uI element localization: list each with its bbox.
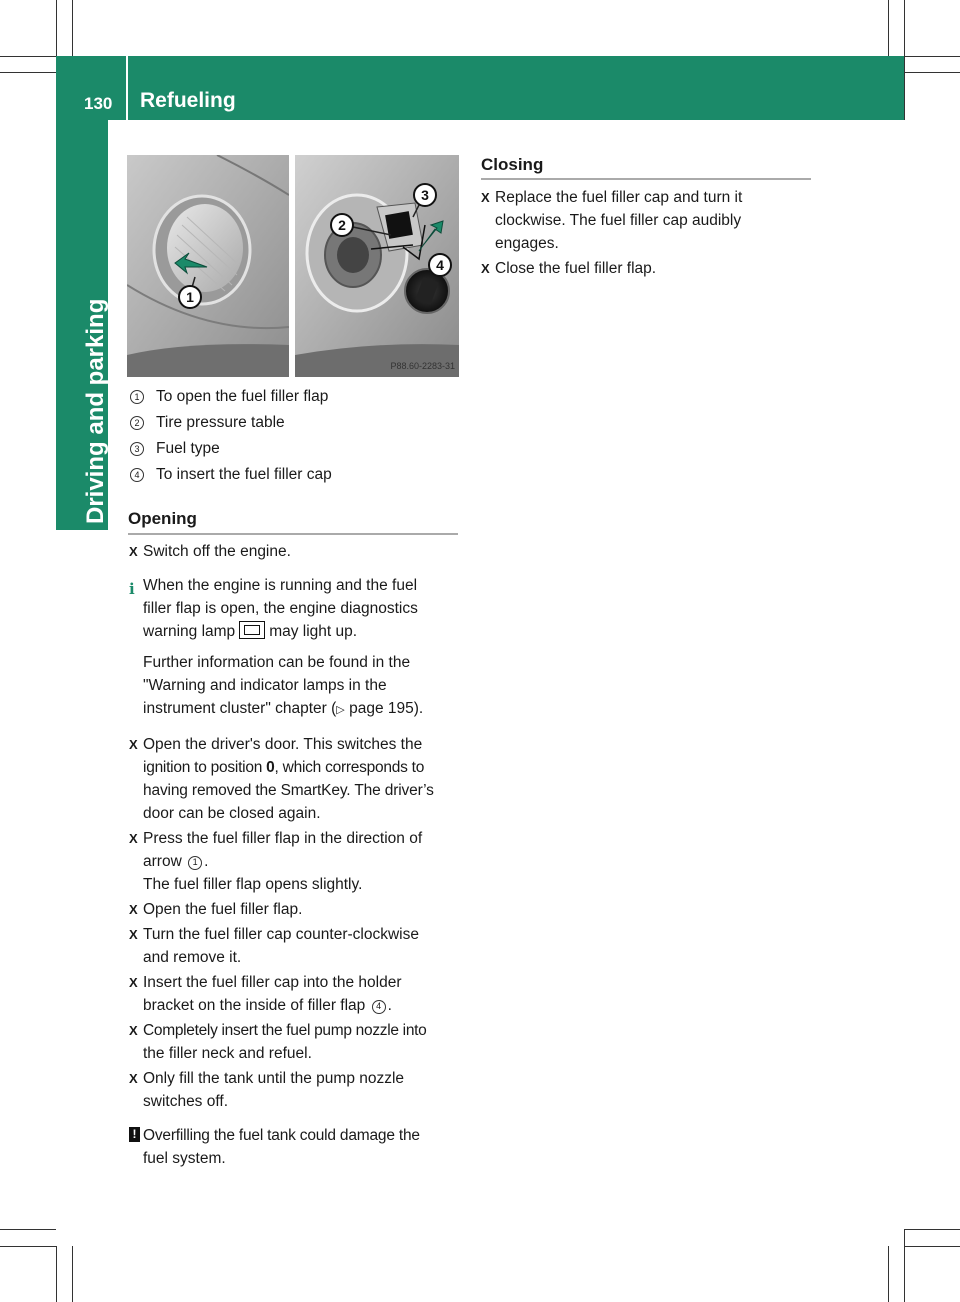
page-title: Refueling [140, 89, 236, 112]
warning-note [129, 1124, 461, 1170]
header-divider [126, 56, 128, 120]
info-icon: i [129, 580, 135, 598]
step-line: Turn the fuel filler cap counter-clockwise [143, 926, 419, 943]
figure-legend [130, 384, 460, 488]
callout-3: 3 [421, 187, 429, 203]
crop-mark [904, 1246, 960, 1247]
crop-mark [904, 1229, 960, 1230]
crop-mark [0, 1246, 56, 1247]
step-text: . [387, 997, 392, 1014]
legend-text: Fuel type [156, 440, 220, 457]
engine-warning-lamp-icon [239, 621, 265, 639]
crop-mark [0, 56, 56, 57]
crop-mark [0, 72, 56, 73]
callout-number: 4 [130, 468, 144, 482]
arrow-bullet-icon: X [129, 975, 138, 990]
step-text: arrow [143, 853, 182, 870]
step-line: Press the fuel filler flap in the direction of [143, 830, 423, 847]
step [129, 1019, 461, 1065]
page-ref-triangle-icon: ▷ [336, 704, 345, 716]
step-text: Switch off the engine. [143, 543, 291, 560]
fuel-flap-open-photo [295, 155, 459, 377]
position-value: 0 [266, 759, 275, 776]
callout-number: 1 [188, 856, 202, 870]
info-note [129, 574, 461, 722]
photo-code: P88.60-2283-31 [390, 361, 455, 371]
arrow-bullet-icon: X [129, 544, 138, 559]
page-number: 130 [84, 94, 113, 113]
step [129, 971, 461, 1017]
crop-mark [904, 72, 960, 73]
arrow-bullet-icon: X [129, 831, 138, 846]
legend-text: Tire pressure table [156, 414, 285, 431]
side-tab-label: Driving and parking [82, 298, 109, 524]
step [129, 898, 461, 921]
step [481, 257, 813, 280]
page-reference-link[interactable]: page 195). [349, 700, 424, 717]
crop-mark [888, 1246, 889, 1302]
arrow-bullet-icon: X [129, 1023, 138, 1038]
crop-mark [888, 0, 889, 56]
arrow-bullet-icon: X [481, 190, 490, 205]
step-line: Only fill the tank until the pump nozzle [143, 1070, 405, 1087]
note-line: filler flap is open, the engine diagnostics [143, 600, 418, 617]
step [129, 827, 461, 896]
step-line: clockwise. The fuel filler cap audibly [495, 212, 742, 229]
crop-mark [56, 1246, 57, 1302]
step-text: Open the fuel filler flap. [143, 901, 303, 918]
legend-text: To open the fuel filler flap [156, 388, 329, 405]
note-line: Overfilling the fuel tank could damage the [143, 1127, 420, 1144]
note-line [143, 620, 461, 643]
step [129, 923, 461, 969]
callout-number: 1 [130, 390, 144, 404]
legend-item [130, 410, 460, 436]
callout-number: 2 [130, 416, 144, 430]
step-line [143, 850, 461, 873]
step-line: The fuel filler flap opens slightly. [143, 876, 363, 893]
step-line: Completely insert the fuel pump nozzle into [143, 1022, 427, 1039]
closing-steps [481, 186, 813, 282]
section-rule [128, 533, 458, 535]
callout-2: 2 [338, 217, 346, 233]
callout-number: 4 [372, 1000, 386, 1014]
step [129, 1067, 461, 1113]
arrow-bullet-icon: X [129, 1071, 138, 1086]
callout-4: 4 [436, 257, 444, 273]
step-line: Replace the fuel filler cap and turn it [495, 189, 743, 206]
legend-text: To insert the fuel filler cap [156, 466, 332, 483]
legend-item [130, 436, 460, 462]
legend-item [130, 462, 460, 488]
note-line: "Warning and indicator lamps in the [143, 677, 387, 694]
crop-mark [72, 0, 73, 56]
opening-heading: Opening [128, 509, 197, 528]
step-text: ignition to position [143, 759, 263, 776]
step-text: , which corresponds to [274, 759, 425, 776]
step-text: . [204, 853, 209, 870]
arrow-bullet-icon: X [129, 737, 138, 752]
crop-mark [72, 1246, 73, 1302]
arrow-bullet-icon: X [129, 927, 138, 942]
step-line: Insert the fuel filler cap into the holder [143, 974, 402, 991]
step-line: and remove it. [143, 949, 242, 966]
step-line [143, 756, 461, 779]
warning-icon: ! [129, 1127, 140, 1142]
note-text: instrument cluster" chapter ( [143, 700, 337, 717]
arrow-bullet-icon: X [129, 902, 138, 917]
step [129, 733, 461, 825]
step-line: engages. [495, 235, 559, 252]
section-rule [481, 178, 811, 180]
step-line: door can be closed again. [143, 805, 321, 822]
closing-heading: Closing [481, 155, 544, 174]
step [481, 186, 813, 255]
step-text: bracket on the inside of filler flap [143, 997, 366, 1014]
step-line: switches off. [143, 1093, 229, 1110]
callout-1: 1 [186, 289, 194, 305]
arrow-bullet-icon: X [481, 261, 490, 276]
step-line [143, 994, 461, 1017]
fuel-flap-closed-photo [127, 155, 289, 377]
note-line [143, 697, 461, 722]
step-line: Open the driver's door. This switches the [143, 736, 423, 753]
step-line: the filler neck and refuel. [143, 1045, 312, 1062]
step-line: having removed the SmartKey. The driver’s [143, 782, 434, 799]
crop-mark [0, 1229, 56, 1230]
step [129, 540, 461, 563]
step-text: Close the fuel filler flap. [495, 260, 657, 277]
callout-number: 3 [130, 442, 144, 456]
note-text: warning lamp [143, 623, 236, 640]
crop-mark [904, 56, 960, 57]
crop-mark [904, 1229, 905, 1302]
note-line: When the engine is running and the fuel [143, 577, 418, 594]
opening-steps [129, 540, 461, 1172]
note-text: may light up. [269, 623, 358, 640]
note-line: fuel system. [143, 1150, 226, 1167]
legend-item [130, 384, 460, 410]
crop-mark [904, 0, 905, 120]
note-line: Further information can be found in the [143, 654, 411, 671]
